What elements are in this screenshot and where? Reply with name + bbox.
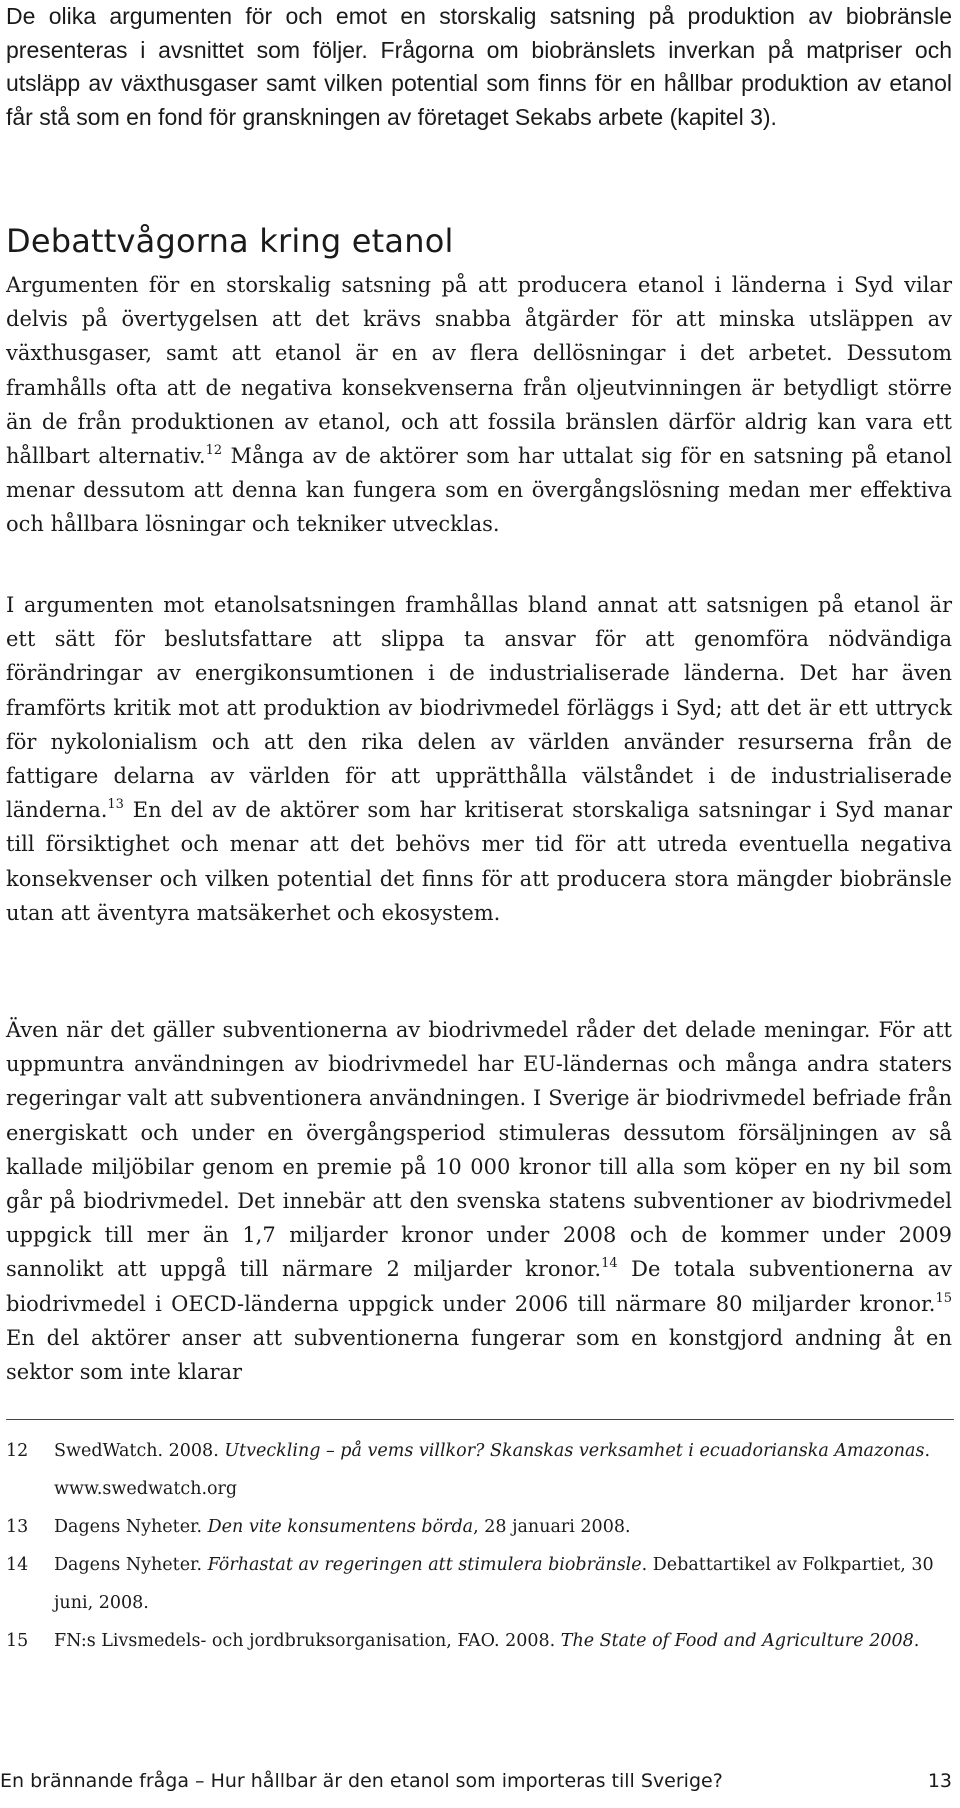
footnote-text (54, 1508, 952, 1546)
footnote-reference: 12 (205, 443, 223, 459)
paragraph-text: De totala subventionerna av biodrivmedel i OECD-länderna uppgick under 2006 till närmare 80 miljarder kronor. (6, 1257, 953, 1316)
footnote-title: Utveckling – på vems villkor? Skanskas verksamhet i ecuadorianska Amazonas (224, 1441, 925, 1461)
page-number: 13 (927, 1770, 952, 1792)
paragraph-text: I argumenten mot etanolsatsningen framhållas bland annat att satsnigen på etanol är ett sätt för beslutsfattare att slippa ta ansvar för att genomföra nödvändiga förändringar av energikonsumtionen i de industrialiserade länderna. Det har även framförts kritik mot att produktion av biodrivmedel förläggs i Syd; att det är ett uttryck för nykolonialism och att den rika delen av världen använder resurserna från de fattigare delarna av världen för att upprätthålla välståndet i de industrialiserade länderna. (6, 593, 952, 823)
footnote-item (6, 1432, 952, 1508)
footnote-detail: . www.swedwatch.org (54, 1441, 931, 1499)
footnote-text (54, 1622, 952, 1660)
footnote-detail: . (913, 1631, 920, 1651)
footnote-number: 13 (6, 1517, 29, 1537)
footnote-detail: , 28 januari 2008. (473, 1517, 631, 1537)
footnote-number: 12 (6, 1441, 29, 1461)
footnote-number: 15 (6, 1631, 29, 1651)
footnote-title: Den vite konsumentens börda (207, 1517, 474, 1537)
footnote-detail: . Debattartikel av Folkpartiet, 30 juni, 2008. (54, 1555, 934, 1613)
page-footer (0, 1770, 952, 1792)
footnote-list (6, 1432, 952, 1660)
footnote-source: Dagens Nyheter. (54, 1555, 208, 1575)
footnote-source: SwedWatch. 2008. (54, 1441, 225, 1461)
footnote-number: 14 (6, 1555, 29, 1575)
footnote-item (6, 1546, 952, 1622)
intro-paragraph: De olika argumenten för och emot en storskalig satsning på produktion av biobränsle presenteras i avsnittet som följer. Frågorna om biobränslets inverkan på matpriser och utsläpp av växthusgaser samt vilken potential som finns för en hållbar produktion av etanol får stå som en fond för granskningen av företaget Sekabs arbete (kapitel 3). (6, 3, 952, 130)
body-paragraph-2 (6, 588, 952, 930)
footnote-reference: 15 (935, 1290, 952, 1306)
paragraph-text: Även när det gäller subventionerna av biodrivmedel råder det delade meningar. För att uppmuntra användningen av biodrivmedel har EU-ländernas och många andra staters regeringar valt att subventionera användningen. I Sverige är biodrivmedel befriade från energiskatt och under en övergångsperiod stimuleras dessutom försäljningen av så kallade miljöbilar genom en premie på 10 000 kronor till alla som köper en ny bil som går på biodrivmedel. Det innebär att den svenska statens subventioner av biodrivmedel uppgick till mer än 1,7 miljarder kronor under 2008 och de kommer under 2009 sannolikt att uppgå till närmare 2 miljarder kronor. (6, 1018, 952, 1282)
footnote-text (54, 1546, 952, 1622)
footnote-reference: 14 (601, 1256, 618, 1272)
footnote-reference: 13 (107, 797, 124, 813)
footnote-title: The State of Food and Agriculture 2008 (560, 1631, 914, 1651)
section-heading: Debattvågorna kring etanol (6, 222, 454, 260)
footnote-text (54, 1432, 952, 1508)
footer-title: En brännande fråga – Hur hållbar är den etanol som importeras till Sverige? (0, 1770, 723, 1792)
body-paragraph-1 (6, 268, 952, 542)
paragraph-text: En del aktörer anser att subventionerna fungerar som en konstgjord andning åt en sektor som inte klarar (6, 1325, 952, 1385)
footnote-item (6, 1622, 952, 1660)
footnote-item (6, 1508, 952, 1546)
paragraph-text: Argumenten för en storskalig satsning på att producera etanol i länderna i Syd vilar delvis på övertygelsen att det krävs snabba åtgärder för att minska utsläppen av växthusgaser, samt att etanol är en av flera dellösningar i det arbetet. Dessutom framhålls ofta att de negativa konsekvenserna från oljeutvinningen är betydligt större än de från produktionen av etanol, och att fossila bränslen därför aldrig kan vara ett hållbart alternativ. (6, 273, 952, 469)
footnote-title: Förhastat av regeringen att stimulera biobränsle (207, 1555, 642, 1575)
body-paragraph-3 (6, 1013, 952, 1389)
footnote-source: Dagens Nyheter. (54, 1517, 208, 1537)
footnote-divider (6, 1419, 954, 1420)
footnote-source: FN:s Livsmedels- och jordbruksorganisation, FAO. 2008. (54, 1631, 561, 1651)
paragraph-text: Många av de aktörer som har uttalat sig för en satsning på etanol menar dessutom att denna kan fungera som en övergångslösning medan mer effektiva och hållbara lösningar och tekniker utvecklas. (6, 444, 952, 537)
paragraph-text: En del av de aktörer som har kritiserat storskaliga satsningar i Syd manar till försiktighet och menar att det behövs mer tid för att utreda eventuella negativa konsekvenser och vilken potential det finns för att producera stora mängder biobränsle utan att äventyra matsäkerhet och ekosystem. (6, 798, 952, 925)
